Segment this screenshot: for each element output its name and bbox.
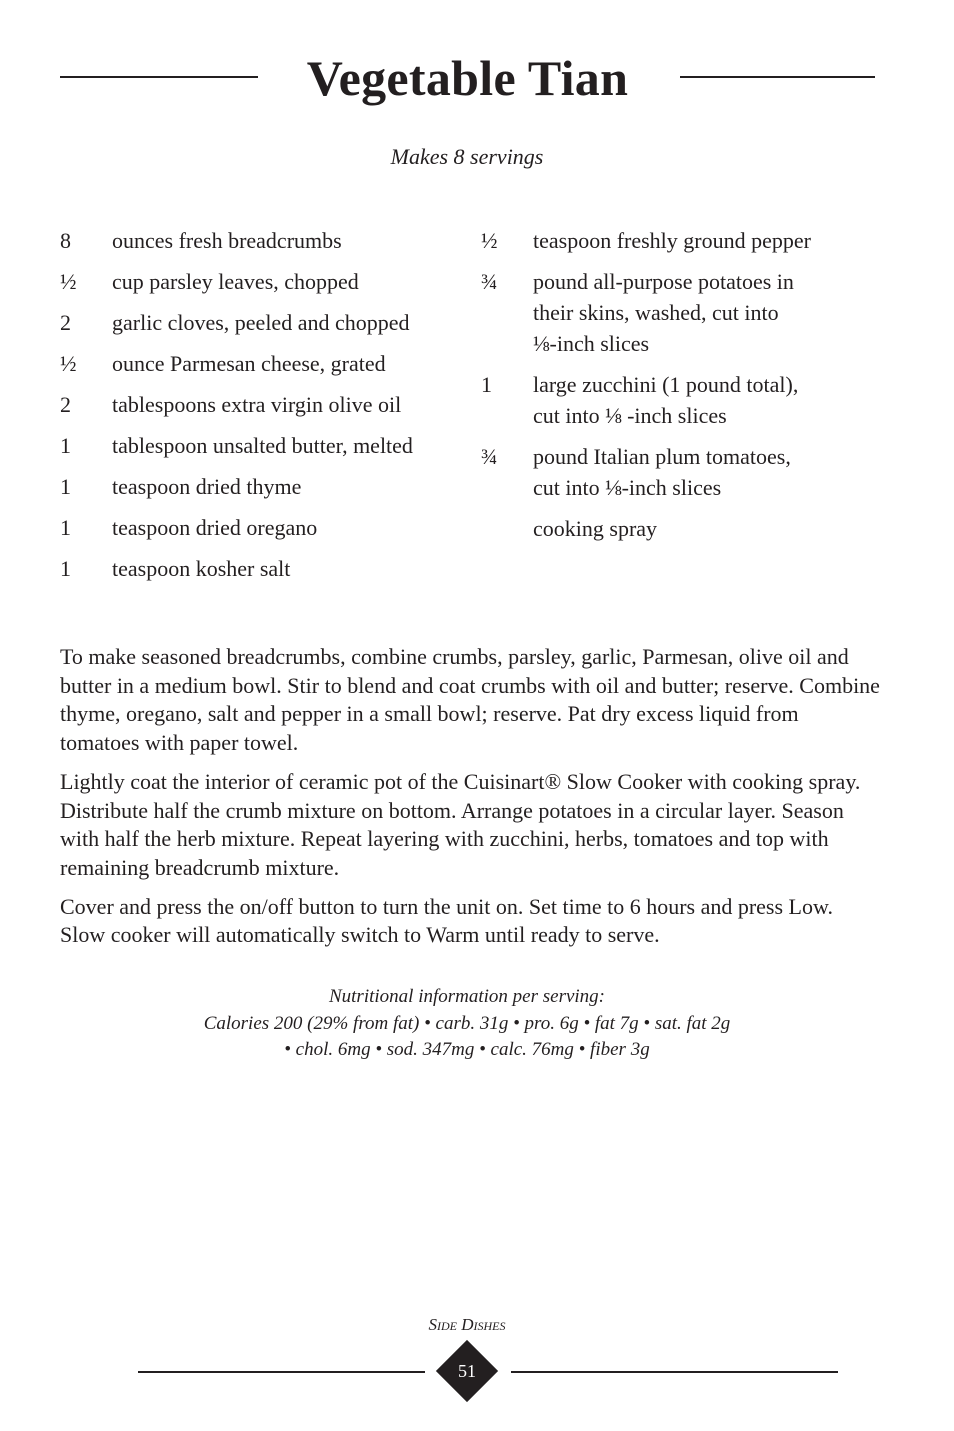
ingredient-description — [112, 471, 470, 502]
ingredient-item — [481, 225, 881, 256]
ingredient-quantity: ½ — [481, 228, 498, 253]
ingredient-description — [112, 266, 470, 297]
ingredient-line: tablespoons extra virgin olive oil — [112, 392, 402, 417]
ingredient-item — [60, 512, 470, 543]
ingredient-quantity: ¾ — [481, 269, 498, 294]
ingredient-item — [60, 307, 470, 338]
ingredient-line: ounces fresh breadcrumbs — [112, 228, 342, 253]
ingredient-description — [533, 513, 881, 544]
nutrition-info — [0, 984, 934, 1064]
ingredient-item — [60, 471, 470, 502]
ingredient-line: their skins, washed, cut into — [533, 300, 779, 325]
ingredient-quantity: 1 — [60, 515, 71, 540]
ingredient-description — [112, 225, 470, 256]
title-rule-right — [680, 76, 875, 78]
ingredient-item — [481, 441, 881, 503]
ingredient-line: cooking spray — [533, 516, 658, 541]
ingredient-line: ounce Parmesan cheese, grated — [112, 351, 386, 376]
ingredient-line: garlic cloves, peeled and chopped — [112, 310, 410, 335]
footer-rule-left — [138, 1371, 425, 1373]
ingredient-item — [481, 513, 881, 544]
ingredient-quantity: ¾ — [481, 444, 498, 469]
ingredient-quantity: 2 — [60, 310, 71, 335]
ingredient-line: ⅛-inch slices — [533, 331, 650, 356]
ingredient-item — [60, 553, 470, 584]
ingredient-item — [60, 348, 470, 379]
ingredient-description — [112, 512, 470, 543]
ingredient-item — [481, 369, 881, 431]
ingredient-line: cut into ⅛ -inch slices — [533, 403, 727, 428]
ingredient-line: pound Italian plum tomatoes, — [533, 444, 791, 469]
ingredients-left-column — [60, 225, 470, 594]
ingredient-description — [533, 225, 881, 256]
ingredient-quantity: ½ — [60, 351, 77, 376]
ingredient-item — [481, 266, 881, 359]
ingredient-quantity: 1 — [60, 433, 71, 458]
ingredient-description — [112, 430, 470, 461]
footer-rule-right — [511, 1371, 838, 1373]
ingredient-line: teaspoon kosher salt — [112, 556, 291, 581]
ingredient-item — [60, 430, 470, 461]
ingredient-description — [112, 389, 470, 420]
ingredient-line: pound all-purpose potatoes in — [533, 269, 794, 294]
ingredient-line: large zucchini (1 pound total), — [533, 372, 799, 397]
ingredient-item — [60, 225, 470, 256]
ingredient-item — [60, 266, 470, 297]
ingredient-quantity: 1 — [60, 556, 71, 581]
instruction-paragraph: To make seasoned breadcrumbs, combine crumbs, parsley, garlic, Parmesan, olive oil and butter in a medium bowl. Stir to blend and coat crumbs with oil and butter; reserve. Combine thyme, oregano, salt and pepper in a small bowl; reserve. Pat dry excess liquid from tomatoes with paper towel. — [60, 644, 880, 756]
ingredient-description — [533, 266, 881, 359]
ingredient-description — [112, 348, 470, 379]
ingredient-item — [60, 389, 470, 420]
ingredient-line: teaspoon dried thyme — [112, 474, 302, 499]
ingredient-description — [533, 441, 881, 503]
footer-section-title: Side Dishes — [428, 1315, 506, 1334]
ingredients-right-column — [481, 225, 881, 554]
ingredient-quantity — [481, 513, 533, 544]
ingredient-description — [112, 307, 470, 338]
page-title: Vegetable Tian — [306, 50, 629, 106]
ingredient-quantity: 1 — [60, 474, 71, 499]
nutrition-heading: Nutritional information per serving: — [328, 986, 606, 1007]
instruction-paragraph: Lightly coat the interior of ceramic pot of the Cuisinart® Slow Cooker with cooking spray. Distribute half the crumb mixture on bottom. Arrange potatoes in a circular layer. Season with half the herb mixture. Repeat layering with zucchini, herbs, tomatoes and top with remaining breadcrumb mixture. — [60, 768, 861, 880]
ingredient-quantity: 8 — [60, 228, 71, 253]
ingredient-description — [112, 553, 470, 584]
instructions — [60, 643, 880, 960]
ingredient-quantity: 2 — [60, 392, 71, 417]
ingredient-line: teaspoon dried oregano — [112, 515, 318, 540]
instruction-paragraph: Cover and press the on/off button to turn the unit on. Set time to 6 hours and press Low. Slow cooker will automatically switch to Warm until ready to serve. — [60, 893, 833, 948]
ingredient-quantity: ½ — [60, 269, 77, 294]
ingredient-description — [533, 369, 881, 431]
servings-note: Makes 8 servings — [390, 144, 544, 169]
ingredient-line: cup parsley leaves, chopped — [112, 269, 359, 294]
ingredient-quantity: 1 — [481, 372, 492, 397]
nutrition-line: Calories 200 (29% from fat) • carb. 31g • pro. 6g • fat 7g • sat. fat 2g — [203, 1012, 731, 1034]
ingredient-line: cut into ⅛-inch slices — [533, 475, 722, 500]
nutrition-line: • chol. 6mg • sod. 347mg • calc. 76mg • fiber 3g — [284, 1039, 650, 1060]
title-row — [60, 48, 875, 108]
ingredient-line: tablespoon unsalted butter, melted — [112, 433, 413, 458]
ingredient-line: teaspoon freshly ground pepper — [533, 228, 811, 253]
page-number: 51 — [458, 1361, 476, 1381]
